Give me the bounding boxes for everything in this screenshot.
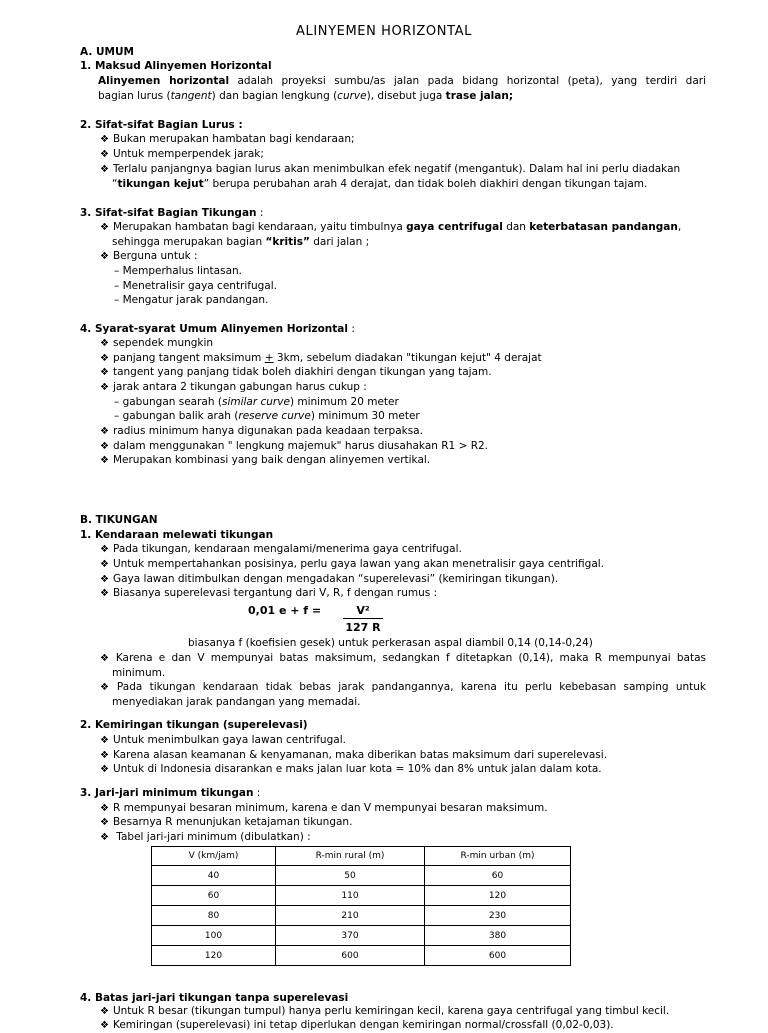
list-item-continuation: “tikungan kejut” berupa perubahan arah 4 derajat, dan tidak boleh diakhiri dengan tikungan tajam. [112,178,648,190]
dash-item: – Memperhalus lintasan. [114,265,242,277]
table-cell: 230 [425,906,571,926]
section-a-heading: A. UMUM [80,46,134,58]
table-cell: 100 [152,926,276,946]
table-header-cell: R-min urban (m) [425,847,571,866]
diamond-bullet-icon: ❖ [100,367,109,378]
table-cell: 600 [276,946,425,966]
list-item: ❖ Besarnya R menunjukan ketajaman tikungan. [100,816,353,828]
page-title: ALINYEMEN HORIZONTAL [296,24,472,39]
diamond-bullet-icon: ❖ [100,544,109,555]
diamond-bullet-icon: ❖ [100,441,109,452]
diamond-bullet-icon: ❖ [100,251,109,262]
list-item-continuation: minimum. [112,667,166,679]
list-item: ❖ Karena e dan V mempunyai batas maksimum, sedangkan f ditetapkan (0,14), maka R mempunyai batas [100,652,706,664]
list-item: ❖ Bukan merupakan hambatan bagi kendaraan; [100,133,355,145]
list-item: ❖ Untuk menimbulkan gaya lawan centrifugal. [100,734,346,746]
table-header-cell: R-min rural (m) [276,847,425,866]
table-cell: 120 [152,946,276,966]
table-cell: 60 [152,886,276,906]
list-item: ❖ Kemiringan (superelevasi) ini tetap diperlukan dengan kemiringan normal/crossfall (0,02-0,03). [100,1019,614,1031]
diamond-bullet-icon: ❖ [100,338,109,349]
list-item: ❖ Tabel jari-jari minimum (dibulatkan) : [100,831,311,843]
subsection-b1-heading: 1. Kendaraan melewati tikungan [80,529,274,541]
table-cell: 50 [276,866,425,886]
list-item: ❖ Merupakan hambatan bagi kendaraan, yaitu timbulnya gaya centrifugal dan keterbatasan pandangan, [100,221,682,233]
diamond-bullet-icon: ❖ [100,574,109,585]
diamond-bullet-icon: ❖ [100,353,109,364]
list-item: ❖ Biasanya superelevasi tergantung dari V, R, f dengan rumus : [100,587,438,599]
list-item: ❖ Untuk mempertahankan posisinya, perlu gaya lawan yang akan menetralisir gaya centrifigal. [100,558,605,570]
formula-fraction [343,604,383,634]
a1-paragraph-line-1: Alinyemen horizontal adalah proyeksi sumbu/as jalan pada bidang horizontal (peta), yang terdiri dari [98,75,706,87]
subsection-a1-heading: 1. Maksud Alinyemen Horizontal [80,60,272,72]
subsection-a2-heading: 2. Sifat-sifat Bagian Lurus : [80,119,243,131]
diamond-bullet-icon: ❖ [100,803,109,814]
formula-numerator: V² [356,604,370,617]
diamond-bullet-icon: ❖ [100,832,109,843]
diamond-bullet-icon: ❖ [100,164,109,175]
subsection-b3-heading: 3. Jari-jari minimum tikungan : [80,787,261,799]
dash-item: – Menetralisir gaya centrifugal. [114,280,277,292]
diamond-bullet-icon: ❖ [100,1020,109,1031]
diamond-bullet-icon: ❖ [100,134,109,145]
list-item: ❖ Terlalu panjangnya bagian lurus akan menimbulkan efek negatif (mengantuk). Dalam hal ini perlu diadakan [100,163,681,175]
table-cell: 120 [425,886,571,906]
list-item: ❖ Pada tikungan kendaraan tidak bebas jarak pandangannya, karena itu perlu kebebasan samping untuk [100,681,707,693]
table-cell: 380 [425,926,571,946]
list-item: ❖ sependek mungkin [100,337,214,349]
table-header-cell: V (km/jam) [152,847,276,866]
diamond-bullet-icon: ❖ [100,735,109,746]
table-row [152,946,571,966]
a1-paragraph-line-2: bagian lurus (tangent) dan bagian lengkung (curve), disebut juga trase jalan; [98,90,514,102]
table-cell: 110 [276,886,425,906]
list-item: ❖ Karena alasan keamanan & kenyamanan, maka diberikan batas maksimum dari superelevasi. [100,749,608,761]
table-cell: 370 [276,926,425,946]
table-cell: 210 [276,906,425,926]
diamond-bullet-icon: ❖ [100,653,112,664]
list-item: ❖ Pada tikungan, kendaraan mengalami/menerima gaya centrifugal. [100,543,462,555]
list-item-continuation: menyediakan jarak pandangan yang memadai. [112,696,361,708]
table-cell: 40 [152,866,276,886]
subsection-b4-heading: 4. Batas jari-jari tikungan tanpa superelevasi [80,992,349,1004]
list-item: ❖ Untuk R besar (tikungan tumpul) hanya perlu kemiringan kecil, karena gaya centrifugal yang timbul kecil. [100,1005,670,1017]
table-header-row [152,847,571,866]
table-cell: 60 [425,866,571,886]
list-item: ❖ R mempunyai besaran minimum, karena e dan V mempunyai besaran maksimum. [100,802,548,814]
diamond-bullet-icon: ❖ [100,559,109,570]
table-row [152,926,571,946]
subsection-a3-heading: 3. Sifat-sifat Bagian Tikungan : [80,207,264,219]
diamond-bullet-icon: ❖ [100,222,109,233]
list-item: ❖ dalam menggunakan " lengkung majemuk" harus diusahakan R1 > R2. [100,440,489,452]
list-item: ❖ Untuk di Indonesia disarankan e maks jalan luar kota = 10% dan 8% untuk jalan dalam kota. [100,763,602,775]
section-b-heading: B. TIKUNGAN [80,514,158,526]
r-min-table [151,846,571,966]
list-item: ❖ Untuk memperpendek jarak; [100,148,264,160]
diamond-bullet-icon: ❖ [100,455,109,466]
diamond-bullet-icon: ❖ [100,382,109,393]
list-item-continuation: sehingga merupakan bagian “kritis” dari jalan ; [112,236,370,248]
list-item: ❖ radius minimum hanya digunakan pada keadaan terpaksa. [100,425,423,437]
fraction-bar [343,618,383,619]
diamond-bullet-icon: ❖ [100,817,109,828]
formula-denominator: 127 R [345,621,381,634]
diamond-bullet-icon: ❖ [100,1006,109,1017]
diamond-bullet-icon: ❖ [100,426,109,437]
table-row [152,906,571,926]
diamond-bullet-icon: ❖ [100,764,109,775]
diamond-bullet-icon: ❖ [100,149,109,160]
diamond-bullet-icon: ❖ [100,682,113,693]
list-item: ❖ Gaya lawan ditimbulkan dengan mengadakan “superelevasi” (kemiringan tikungan). [100,573,559,585]
subsection-a4-heading: 4. Syarat-syarat Umum Alinyemen Horizontal : [80,323,355,335]
formula-left-side: 0,01 e + f = [248,604,322,617]
list-item: ❖ Berguna untuk : [100,250,198,262]
table-row [152,866,571,886]
diamond-bullet-icon: ❖ [100,588,109,599]
dash-item: – gabungan searah (similar curve) minimum 20 meter [114,396,399,408]
dash-item: – gabungan balik arah (reserve curve) minimum 30 meter [114,410,420,422]
formula-note: biasanya f (koefisien gesek) untuk perkerasan aspal diambil 0,14 (0,14-0,24) [188,637,593,649]
list-item: ❖ panjang tangent maksimum + 3km, sebelum diadakan "tikungan kejut" 4 derajat [100,352,542,364]
table-cell: 600 [425,946,571,966]
table-cell: 80 [152,906,276,926]
diamond-bullet-icon: ❖ [100,750,109,761]
dash-item: – Mengatur jarak pandangan. [114,294,269,306]
list-item: ❖ tangent yang panjang tidak boleh diakhiri dengan tikungan yang tajam. [100,366,492,378]
table-row [152,886,571,906]
list-item: ❖ Merupakan kombinasi yang baik dengan alinyemen vertikal. [100,454,431,466]
subsection-b2-heading: 2. Kemiringan tikungan (superelevasi) [80,719,308,731]
list-item: ❖ jarak antara 2 tikungan gabungan harus cukup : [100,381,367,393]
